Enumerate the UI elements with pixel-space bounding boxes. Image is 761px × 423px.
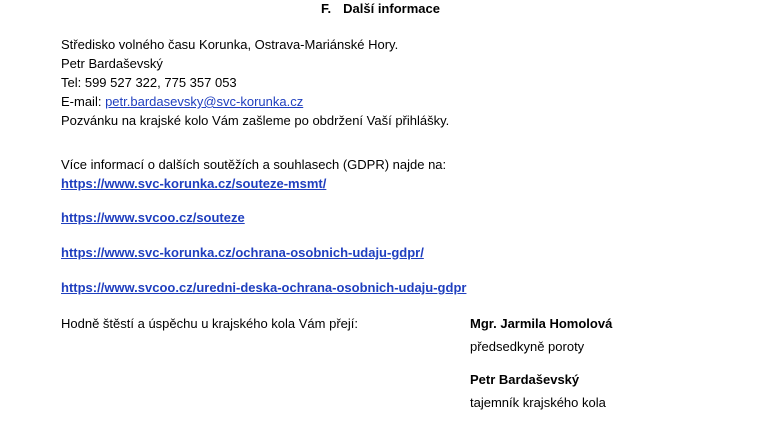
contact-org: Středisko volného času Korunka, Ostrava-Mariánské Hory. — [61, 37, 399, 52]
contact-phone: Tel: 599 527 322, 775 357 053 — [61, 75, 237, 90]
signer-1-role: předsedkyně poroty — [470, 339, 585, 354]
contact-name: Petr Bardaševský — [61, 56, 163, 71]
link-gdpr-korunka — [61, 245, 424, 261]
invitation-note: Pozvánku na krajské kolo Vám zašleme po obdržení Vaší přihlášky. — [61, 113, 450, 128]
email-label: E-mail: — [61, 94, 106, 109]
section-number: F. — [321, 1, 332, 16]
more-info-intro: Více informací o dalších soutěžích a souhlasech (GDPR) najde na: — [61, 157, 447, 172]
section-title: Další informace — [343, 1, 440, 16]
signer-2-name: Petr Bardaševský — [470, 372, 580, 387]
link-svcoo-souteze — [61, 210, 245, 226]
contact-email-line — [61, 94, 303, 110]
link-4[interactable]: https://www.svcoo.cz/uredni-deska-ochrana-osobnich-udaju-gdpr — [61, 280, 467, 295]
link-2[interactable]: https://www.svcoo.cz/souteze — [61, 210, 245, 225]
email-link[interactable]: petr.bardasevsky@svc-korunka.cz — [105, 94, 304, 109]
link-souteze-msmt — [61, 176, 326, 192]
closing-wish: Hodně štěstí a úspěchu u krajského kola Vám přejí: — [61, 316, 358, 331]
signer-1-name: Mgr. Jarmila Homolová — [470, 316, 613, 331]
section-heading — [0, 1, 761, 17]
link-3[interactable]: https://www.svc-korunka.cz/ochrana-osobnich-udaju-gdpr/ — [61, 245, 424, 260]
signer-2-role: tajemník krajského kola — [470, 395, 606, 410]
link-1[interactable]: https://www.svc-korunka.cz/souteze-msmt/ — [61, 176, 327, 191]
link-gdpr-svcoo — [61, 280, 466, 296]
